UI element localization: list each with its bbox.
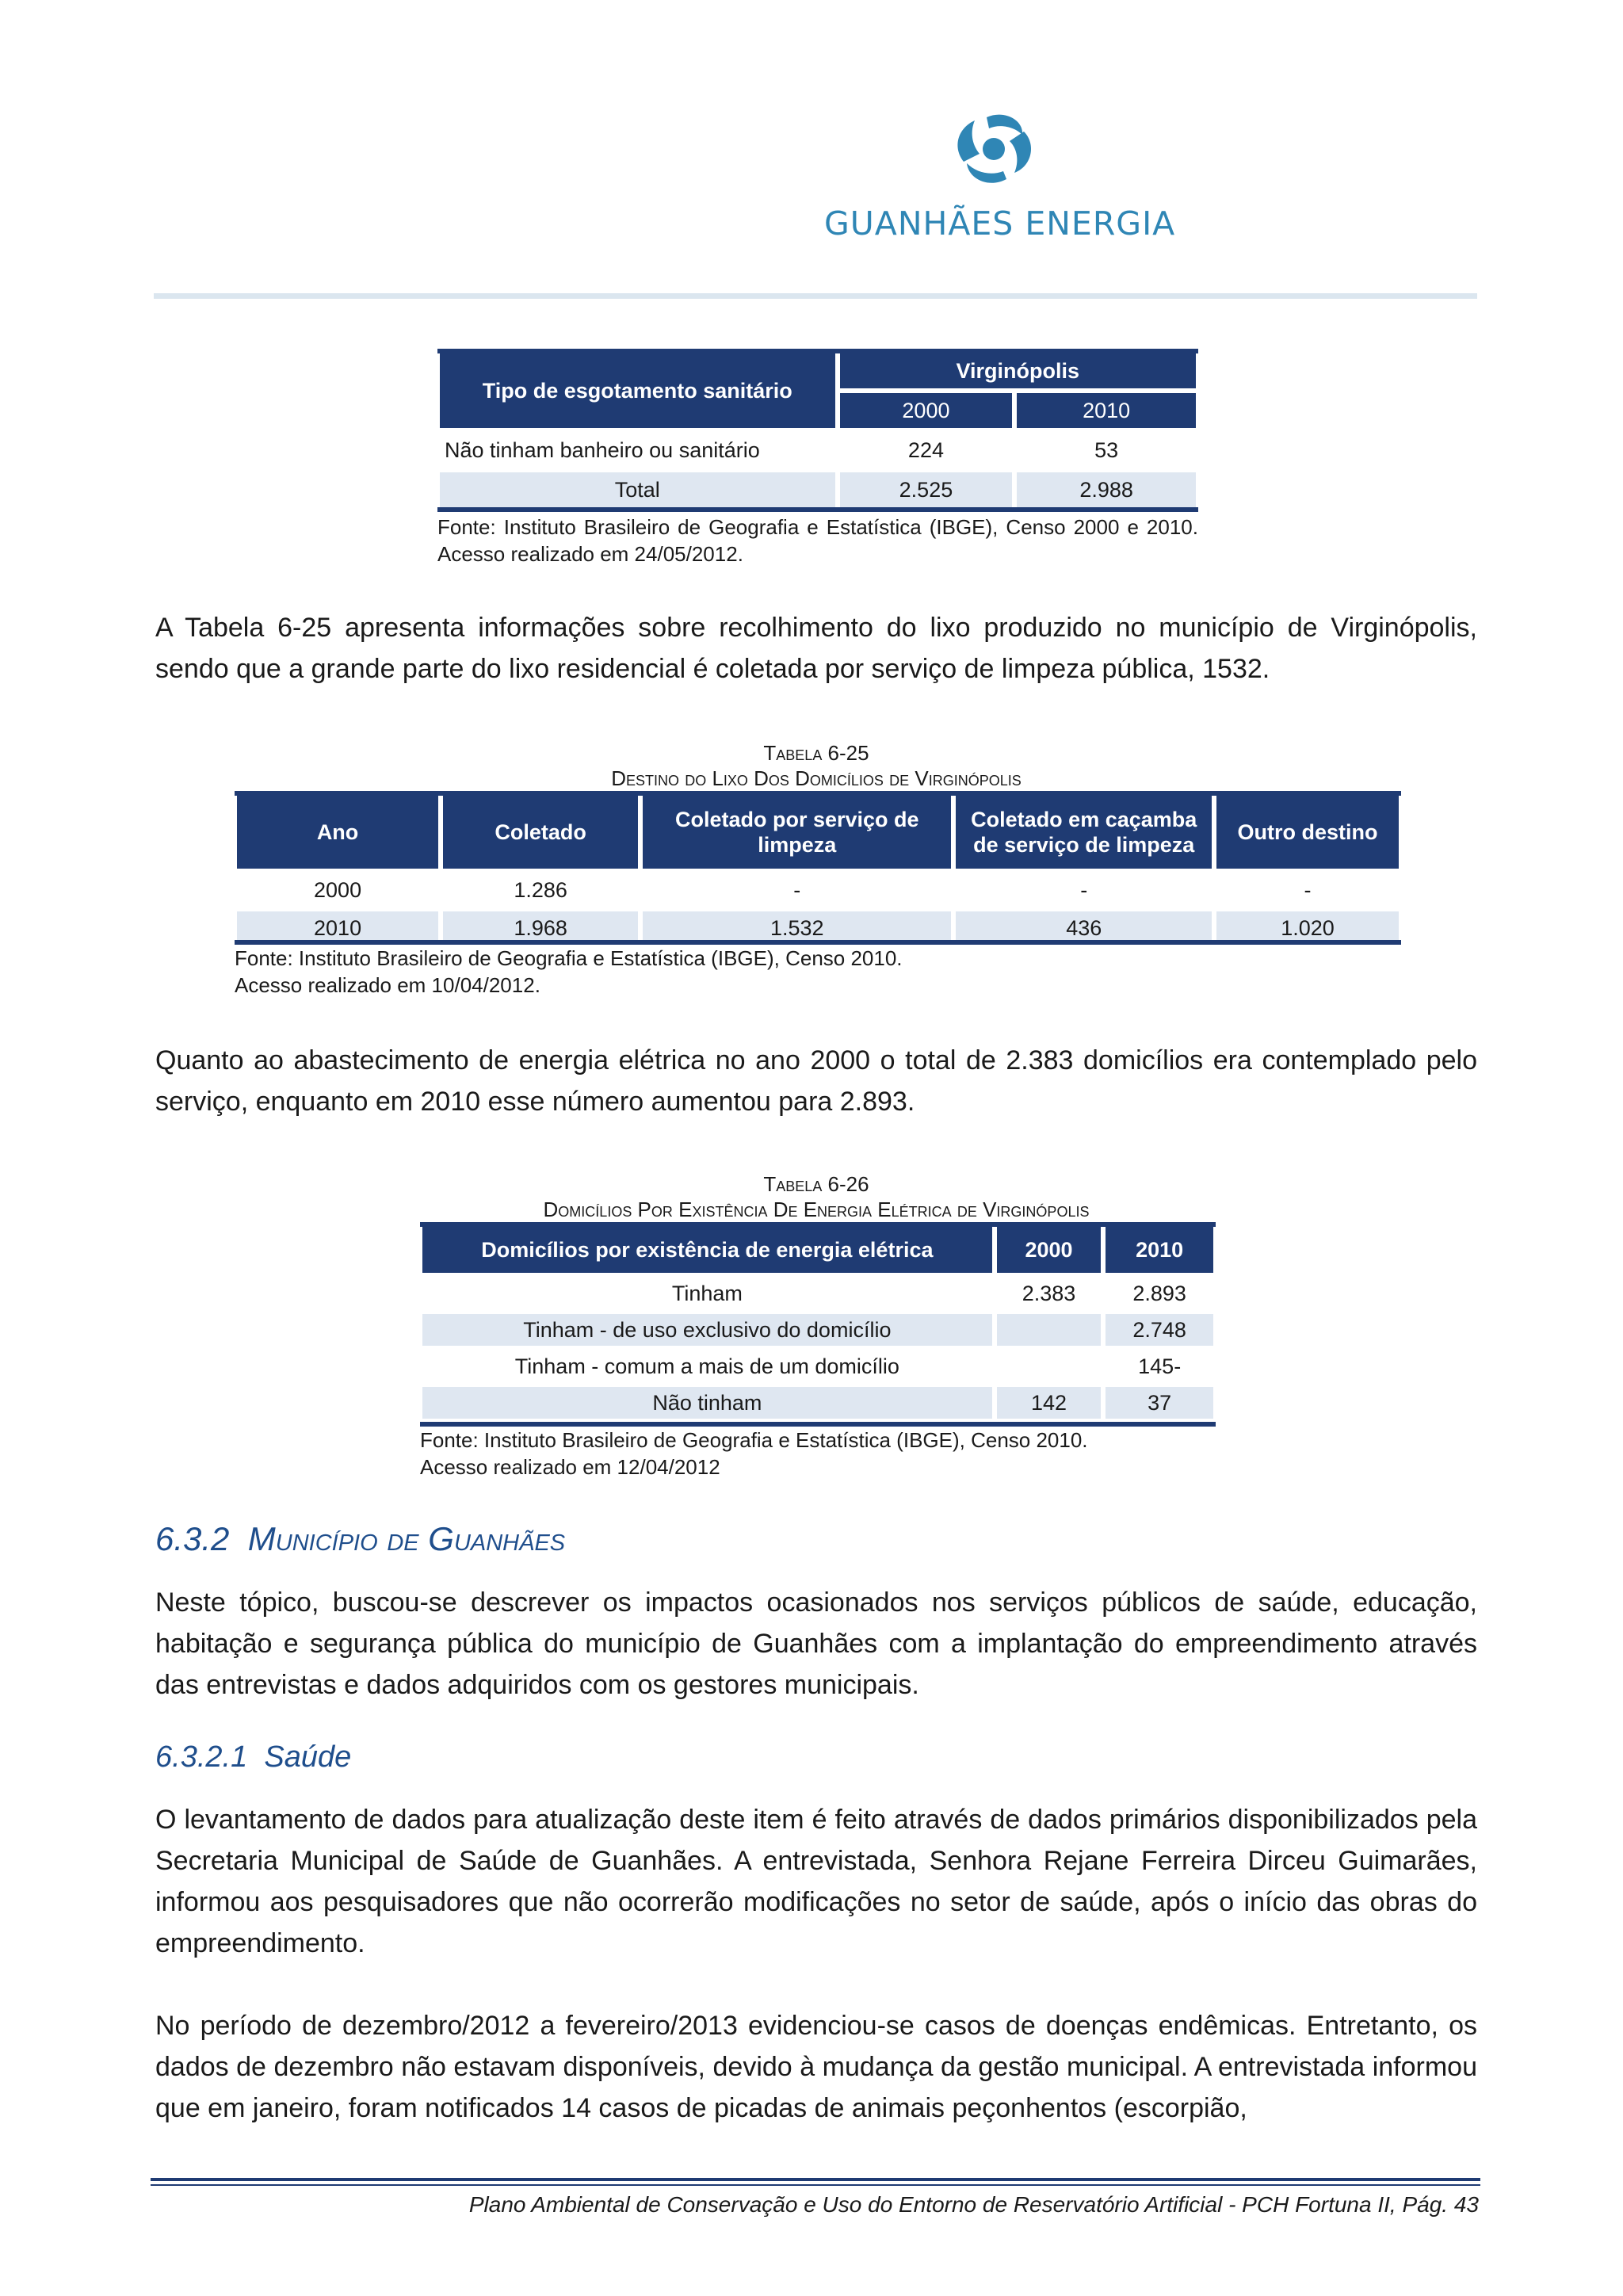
company-logo xyxy=(824,103,1176,246)
cell-value: 224 xyxy=(907,437,944,462)
logo-text: GUANHÃES ENERGIA xyxy=(824,204,1176,243)
cell-value: 142 xyxy=(997,1387,1102,1419)
table-caption-title: Domicílios Por Existência De Energia Elétrica de Virginópolis xyxy=(543,1198,1090,1221)
table-source-note xyxy=(235,945,903,999)
cell-value xyxy=(997,1350,1102,1382)
table-row xyxy=(440,433,1196,468)
column-header-collected-dumpster: Coletado em caçamba de serviço de limpeza xyxy=(956,796,1212,869)
section-title: Município de Guanhães xyxy=(247,1520,566,1557)
cell-value: 1.968 xyxy=(443,911,638,945)
page-footer: Plano Ambiental de Conservação e Uso do Entorno de Reservatório Artificial - PCH Fortuna II, Pág. 43 xyxy=(468,2192,1479,2217)
cell-value: 2.988 xyxy=(1017,472,1196,507)
year-header-2010: 2010 xyxy=(1017,393,1196,428)
table-source-note: Fonte: Instituto Brasileiro de Geografia e Estatística (IBGE), Censo 2000 e 2010. Acesso realizado em 24/05/2012. xyxy=(437,515,1198,566)
row-label: Não tinham banheiro ou sanitário xyxy=(445,437,760,462)
body-paragraph: No período de dezembro/2012 a fevereiro/2013 evidenciou-se casos de doenças endêmicas. Entretanto, os dados de dezembro não estavam disponíveis, devido à mudança da gestão municipal. A entrevistada informou que em janeiro, foram notificados 14 casos de picadas de animais peçonhentos (escorpião, xyxy=(155,2011,1477,2123)
column-header-collected: Coletado xyxy=(443,796,638,869)
body-paragraph: Quanto ao abastecimento de energia elétrica no ano 2000 o total de 2.383 domicílios era contemplado pelo serviço, enquanto em 2010 esse número aumentou para 2.893. xyxy=(155,1045,1477,1117)
subsection-heading xyxy=(155,1740,351,1775)
cell-value: 2.525 xyxy=(840,472,1013,507)
body-paragraph: Neste tópico, buscou-se descrever os impactos ocasionados nos serviços públicos de saúde, educação, habitação e segurança pública do município de Guanhães com a implantação do empreendimento através das entrevistas e dados adquiridos com os gestores municipais. xyxy=(155,1587,1477,1700)
table-bottom-rule xyxy=(437,507,1198,512)
subsection-number: 6.3.2.1 xyxy=(155,1740,248,1774)
body-paragraph: O levantamento de dados para atualização deste item é feito através de dados primários disponibilizados pela Secretaria Municipal de Saúde de Guanhães. A entrevistada, Senhora Rejane Ferreira Dirceu Guimarães, informou aos pesquisadores que não ocorrerão modificações no setor de saúde, após o início das obras do empreendimento. xyxy=(155,1805,1477,1958)
cell-value: - xyxy=(793,877,801,902)
table-row xyxy=(422,1278,1213,1309)
footer-divider xyxy=(151,2178,1480,2181)
column-header-2010: 2010 xyxy=(1106,1227,1213,1273)
table-row xyxy=(237,873,1399,907)
cell-value: 1.532 xyxy=(643,911,951,945)
cell-value: 53 xyxy=(1094,437,1119,462)
cell-value: 436 xyxy=(956,911,1212,945)
source-line: Fonte: Instituto Brasileiro de Geografia e Estatística (IBGE), Censo 2010. xyxy=(420,1428,1088,1452)
footer-divider xyxy=(151,2184,1480,2186)
subsection-title: Saúde xyxy=(264,1740,352,1774)
waste-destination-table xyxy=(232,791,1403,949)
body-paragraph: A Tabela 6-25 apresenta informações sobre recolhimento do lixo produzido no município de Virginópolis, sendo que a grande parte do lixo residencial é coletada por serviço de limpeza pública, 1532. xyxy=(155,613,1477,684)
column-header-households: Domicílios por existência de energia elétrica xyxy=(422,1227,992,1273)
column-header-year: Ano xyxy=(237,796,438,869)
row-label: Total xyxy=(440,472,835,507)
column-header-sanitation-type: Tipo de esgotamento sanitário xyxy=(440,353,835,428)
cell-value: - xyxy=(1304,877,1312,902)
column-header-2000: 2000 xyxy=(997,1227,1102,1273)
section-heading xyxy=(155,1520,565,1558)
table-row-total xyxy=(440,472,1196,507)
row-label: Tinham - comum a mais de um domicílio xyxy=(514,1354,899,1378)
cell-value: 2.893 xyxy=(1132,1281,1186,1305)
source-line: Acesso realizado em 12/04/2012 xyxy=(420,1455,720,1479)
table-caption-number: Tabela 6-26 xyxy=(763,1172,869,1196)
cell-value: 2.383 xyxy=(1022,1281,1076,1305)
electricity-table xyxy=(418,1222,1218,1423)
column-header-collected-cleaning: Coletado por serviço de limpeza xyxy=(643,796,951,869)
section-number: 6.3.2 xyxy=(155,1520,230,1557)
cell-value: 1.020 xyxy=(1216,911,1399,945)
source-line: Acesso realizado em 10/04/2012. xyxy=(235,973,540,997)
sanitation-table xyxy=(435,349,1201,512)
year-header-2000: 2000 xyxy=(840,393,1013,428)
table-row xyxy=(422,1350,1213,1382)
row-label: Tinham - de uso exclusivo do domicílio xyxy=(422,1314,992,1346)
cell-value: 145- xyxy=(1138,1354,1182,1378)
cell-value: 2000 xyxy=(314,877,362,902)
cell-value xyxy=(997,1314,1102,1346)
table-caption-title: Destino do Lixo Dos Domicílios de Virginópolis xyxy=(611,766,1022,790)
table-row xyxy=(422,1387,1213,1419)
column-header-other: Outro destino xyxy=(1216,796,1399,869)
cell-value: 37 xyxy=(1106,1387,1213,1419)
row-label: Tinham xyxy=(671,1281,743,1305)
cell-value: 2.748 xyxy=(1106,1314,1213,1346)
cell-value: 1.286 xyxy=(514,877,567,902)
cell-value: 2010 xyxy=(237,911,438,945)
logo-swirl-icon xyxy=(824,103,1141,202)
table-caption-number: Tabela 6-25 xyxy=(763,741,869,765)
row-label: Não tinham xyxy=(422,1387,992,1419)
table-row xyxy=(422,1314,1213,1346)
group-header-virginopolis: Virginópolis xyxy=(840,353,1196,388)
header-divider xyxy=(154,293,1477,299)
table-source-note xyxy=(420,1427,1088,1480)
cell-value: - xyxy=(1080,877,1088,902)
source-line: Fonte: Instituto Brasileiro de Geografia e Estatística (IBGE), Censo 2010. xyxy=(235,946,903,970)
